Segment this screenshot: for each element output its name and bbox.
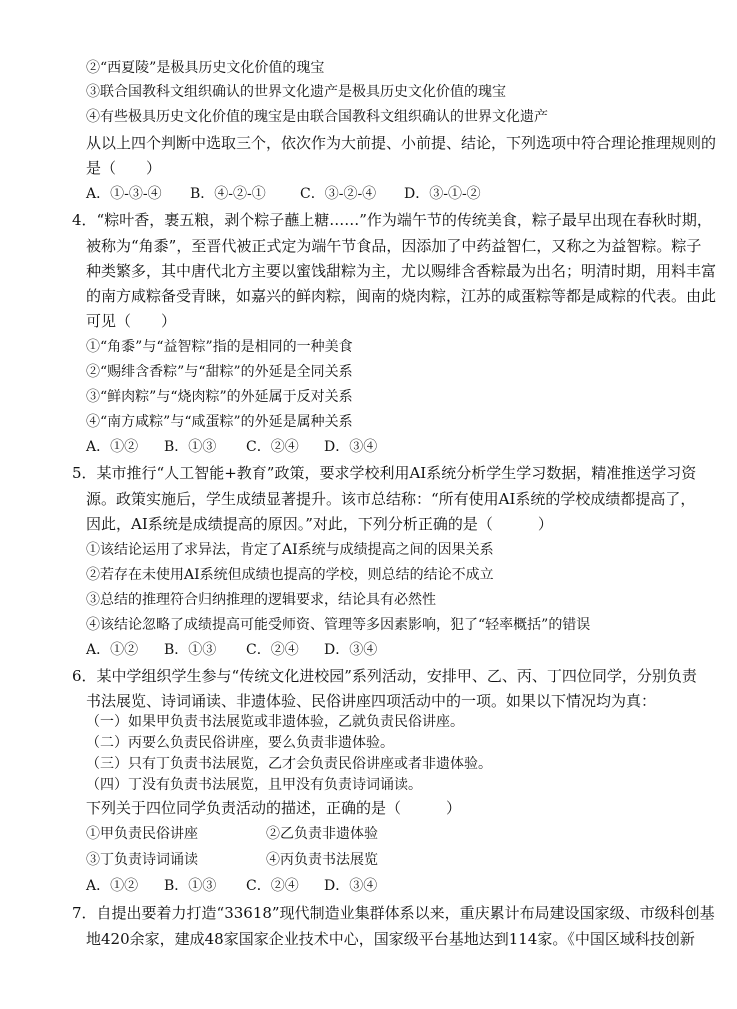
q3-options: [86, 184, 481, 204]
q6-stem-line-2: 书法展览、诗词诵读、非遗体验、民俗讲座四项活动中的一项。如果以下情况均为真：: [86, 692, 657, 710]
q4-stem-line-1: 4．“粽叶香，裹五粮，剥个粽子蘸上糖……”作为端午节的传统美食，粽子最早出现在春秋时期，: [72, 211, 712, 229]
q4-options: [86, 437, 377, 457]
q6-condition-4: （四）丁没有负责书法展览，且甲没有负责诗词诵读。: [86, 777, 422, 793]
q5-statement-2: ②若存在未使用AI系统但成绩也提高的学校，则总结的结论不成立: [86, 567, 494, 583]
q3-option-d: D．③-①-②: [404, 186, 481, 202]
q6-statement-3: ③丁负责诗词诵读: [86, 852, 198, 868]
q5-option-c: C．②④: [246, 642, 299, 658]
q3-judgment-3: ③联合国教科文组织确认的世界文化遗产是极具历史文化价值的瑰宝: [86, 84, 506, 100]
q5-statement-4: ④该结论忽略了成绩提高可能受师资、管理等多因素影响，犯了“轻率概括”的错误: [86, 617, 591, 633]
q5-options: [86, 640, 377, 660]
q6-question: 下列关于四位同学负责活动的描述，正确的是（ ）: [86, 799, 462, 817]
q3-judgment-2: ②“西夏陵”是极具历史文化价值的瑰宝: [86, 60, 325, 76]
q6-stem-line-1: 6．某中学组织学生参与“传统文化进校园”系列活动，安排甲、乙、丙、丁四位同学，分别负责: [72, 667, 697, 685]
q4-stem-line-2: 被称为“角黍”，至晋代被正式定为端午节食品，因添加了中药益智仁，又称之为益智粽。粽子: [86, 237, 702, 255]
q6-option-d: D．③④: [324, 878, 378, 894]
q5-option-d: D．③④: [324, 642, 378, 658]
q6-statement-4: ④丙负责书法展览: [266, 852, 378, 868]
q7-stem-line-2: 地420余家，建成48家国家企业技术中心，国家级平台基地达到114家。《中国区域科技创新: [86, 930, 695, 948]
q4-statement-1: ①“角黍”与“益智粽”指的是相同的一种美食: [86, 339, 353, 355]
q6-option-a: A．①②: [86, 878, 139, 894]
q6-option-c: C．②④: [246, 878, 299, 894]
q7-stem-line-1: 7．自提出要着力打造“33618”现代制造业集群体系以来，重庆累计布局建设国家级、市级科创基: [72, 904, 715, 922]
q5-statement-3: ③总结的推理符合归纳推理的逻辑要求，结论具有必然性: [86, 592, 436, 608]
q6-statements-row-1: [86, 824, 378, 844]
q3-judgment-4: ④有些极具历史文化价值的瑰宝是由联合国教科文组织确认的世界文化遗产: [86, 109, 548, 125]
q4-statement-4: ④“南方咸粽”与“咸蛋粽”的外延是属种关系: [86, 414, 353, 430]
q6-condition-3: （三）只有丁负责书法展览，乙才会负责民俗讲座或者非遗体验。: [86, 756, 492, 772]
q5-stem-line-2: 源。政策实施后，学生成绩显著提升。该市总结称：“所有使用AI系统的学校成绩都提高了，: [86, 490, 696, 508]
q4-stem-line-3: 种类繁多，其中唐代北方主要以蜜饯甜粽为主，尤以赐绯含香粽最为出名；明清时期，用料丰富: [86, 262, 717, 280]
q5-option-b: B．①③: [164, 642, 217, 658]
q6-option-b: B．①③: [164, 878, 217, 894]
q4-stem-line-5: 可见（ ）: [86, 312, 177, 330]
q3-question-line-1: 从以上四个判断中选取三个，依次作为大前提、小前提、结论，下列选项中符合理论推理规则的: [86, 134, 717, 152]
q5-stem-line-1: 5．某市推行“人工智能+教育”政策，要求学校利用AI系统分析学生学习数据，精准推送学习资: [72, 464, 697, 482]
q6-statements-row-2: [86, 850, 378, 870]
q3-question-line-2: 是（ ）: [86, 159, 162, 177]
q5-statement-1: ①该结论运用了求异法，肯定了AI系统与成绩提高之间的因果关系: [86, 542, 494, 558]
q4-stem-line-4: 的南方咸粽备受青睐，如嘉兴的鲜肉粽，闽南的烧肉粽，江苏的咸蛋粽等都是咸粽的代表。由此: [86, 287, 717, 305]
q3-option-b: B．④-②-①: [190, 186, 266, 202]
q4-option-d: D．③④: [324, 439, 378, 455]
q4-option-c: C．②④: [246, 439, 299, 455]
q6-condition-2: （二）丙要么负责民俗讲座，要么负责非遗体验。: [86, 735, 394, 751]
q4-statement-3: ③“鲜肉粽”与“烧肉粽”的外延属于反对关系: [86, 389, 353, 405]
q4-option-b: B．①③: [164, 439, 217, 455]
q6-condition-1: （一）如果甲负责书法展览或非遗体验，乙就负责民俗讲座。: [86, 714, 464, 730]
q3-option-c: C．③-②-④: [300, 186, 377, 202]
q5-option-a: A．①②: [86, 642, 139, 658]
q6-statement-2: ②乙负责非遗体验: [266, 826, 378, 842]
q3-option-a: A．①-③-④: [86, 186, 162, 202]
q4-option-a: A．①②: [86, 439, 139, 455]
q4-statement-2: ②“赐绯含香粽”与“甜粽”的外延是全同关系: [86, 364, 353, 380]
q6-options: [86, 876, 377, 896]
q5-stem-line-3: 因此，AI系统是成绩提高的原因。”对此，下列分析正确的是（ ）: [86, 515, 553, 533]
q6-statement-1: ①甲负责民俗讲座: [86, 826, 198, 842]
